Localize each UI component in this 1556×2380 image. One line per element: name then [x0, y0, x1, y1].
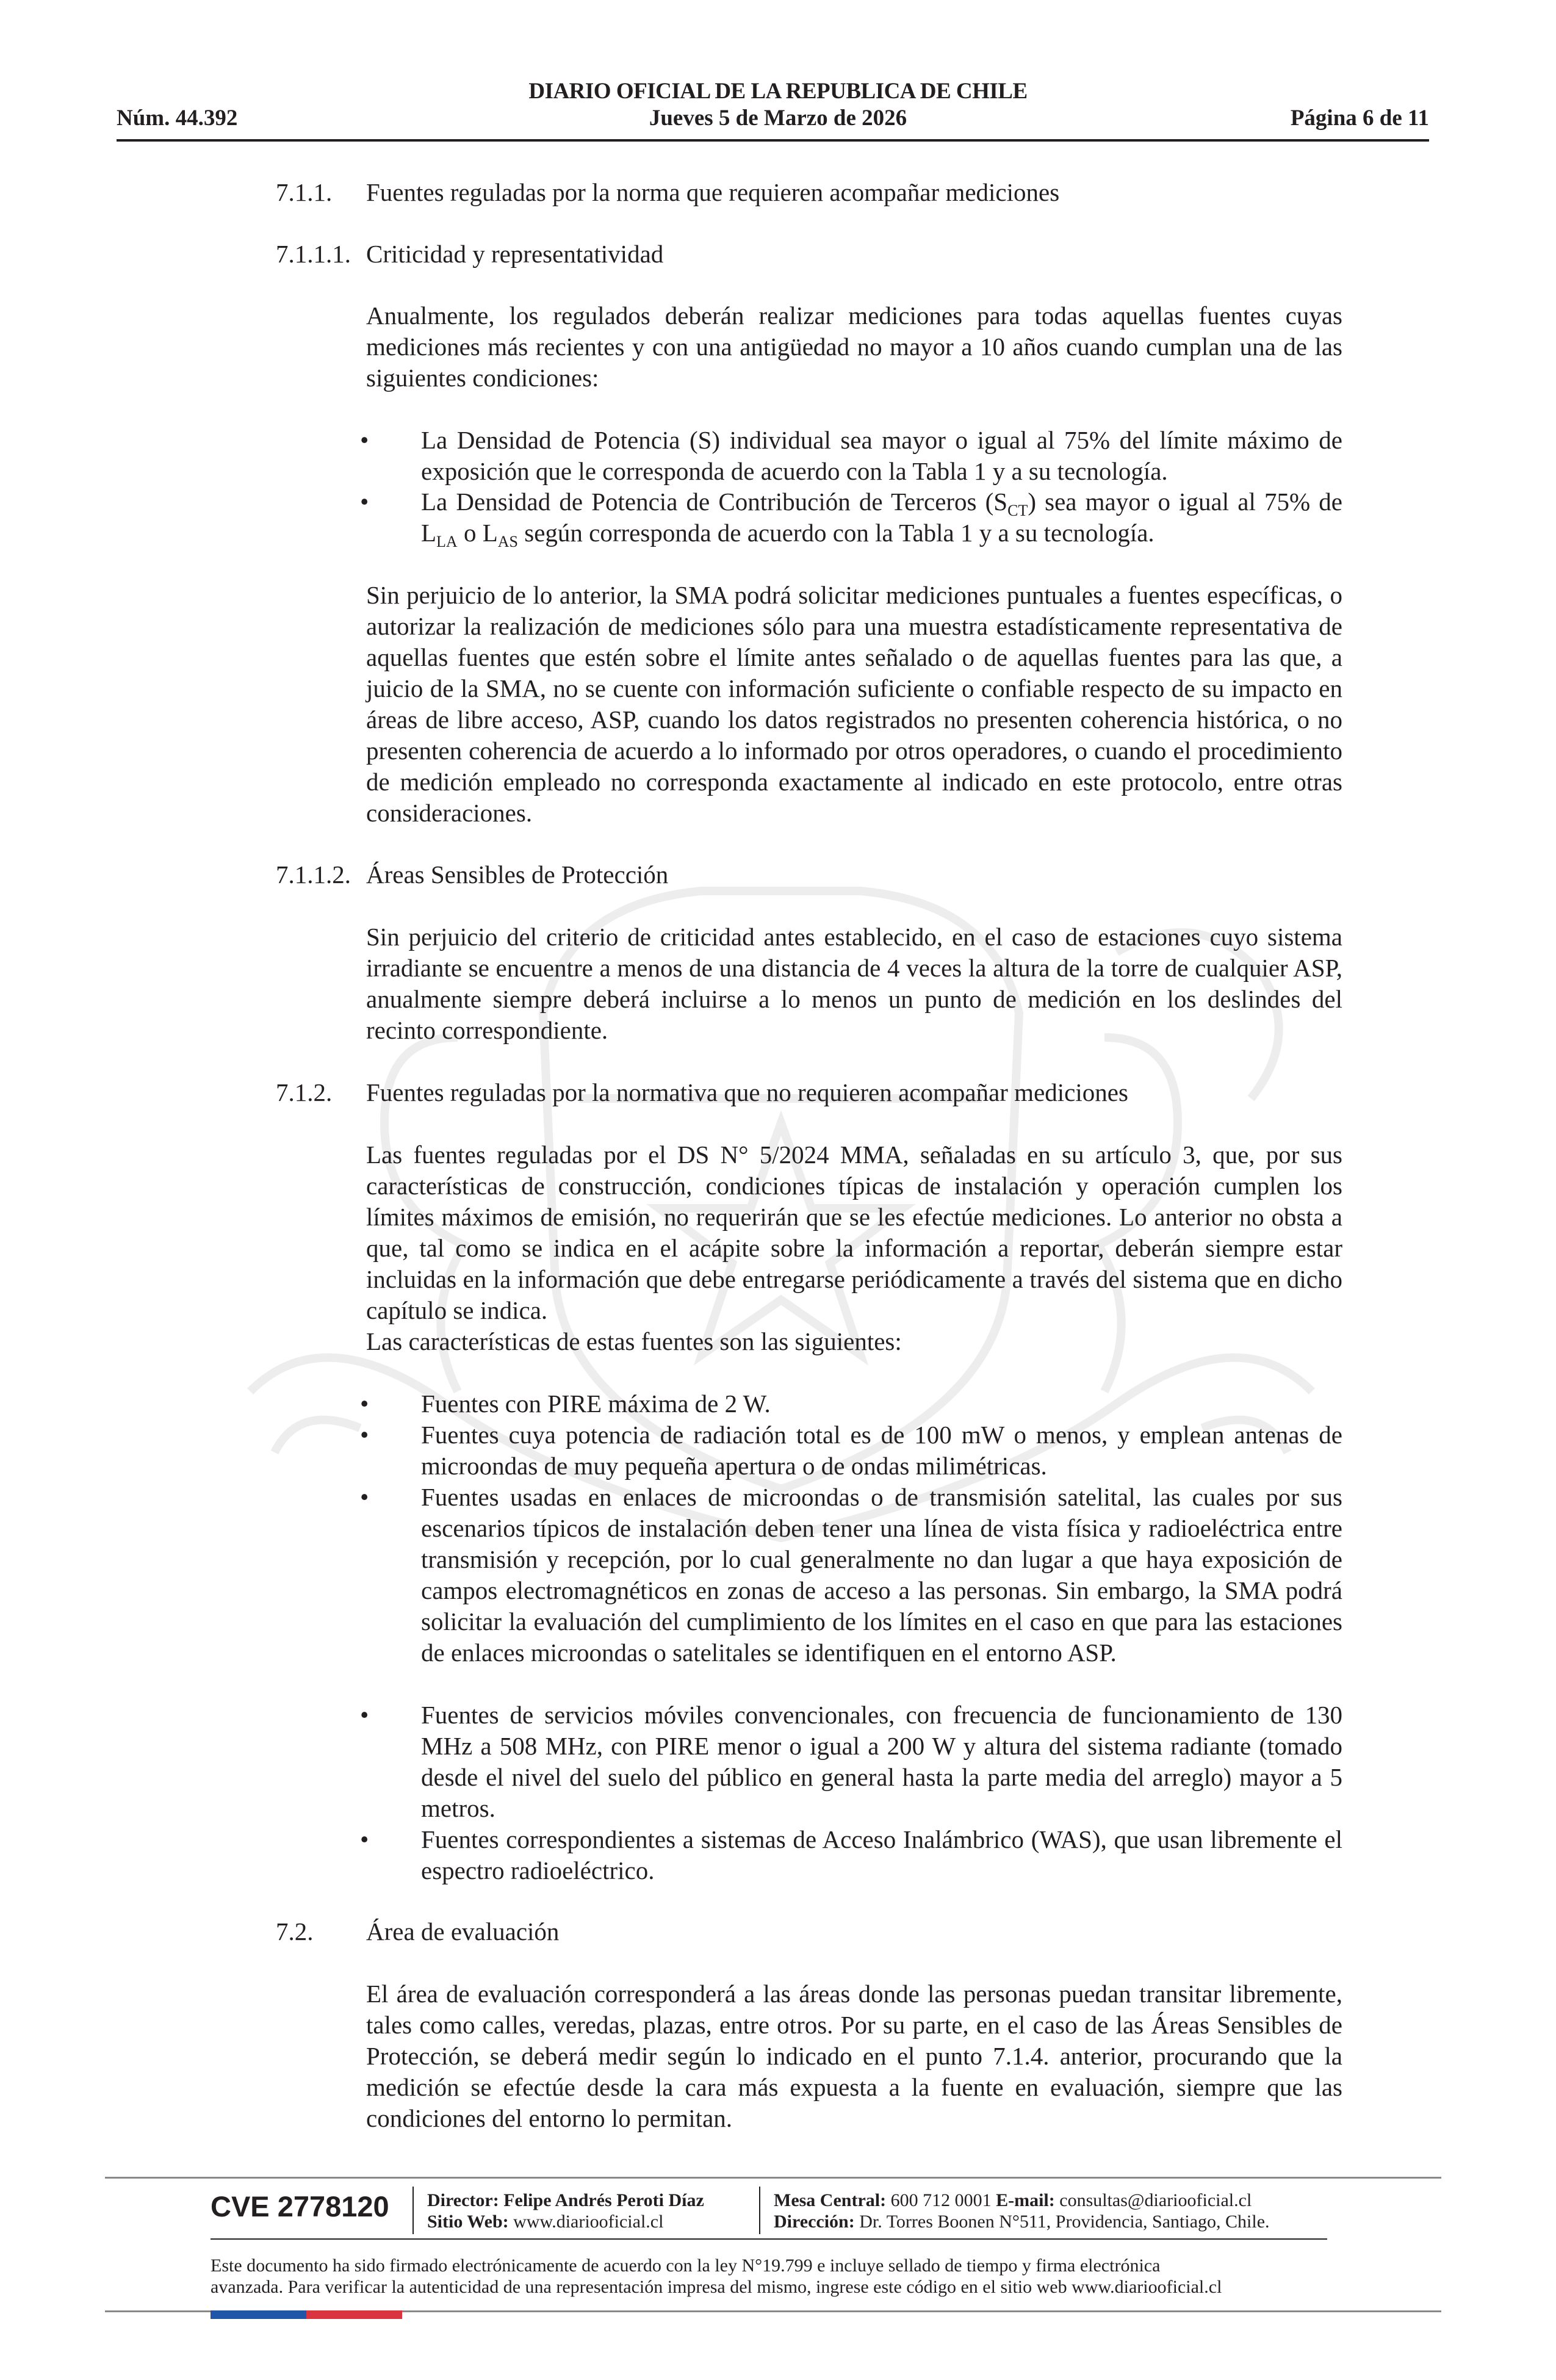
- issue-date: Jueves 5 de Marzo de 2026: [649, 106, 907, 131]
- list-item: La Densidad de Potencia de Contribución de Terceros $(S_{CT})$ sea mayor o igual al 75% de $L_{LA}$ o $L_{AS}$ según corresponda de acuerdo con la Tabla 1 y a su tecnología.: [421, 488, 1342, 550]
- cve-code: CVE 2778120: [211, 2190, 389, 2223]
- section-number: 7.1.2.: [276, 1078, 333, 1106]
- website-link[interactable]: www.diariooficial.cl: [513, 2212, 664, 2232]
- list-item: La Densidad de Potencia (S) individual sea mayor o igual al 75% del límite máximo de exposición que le corresponda de acuerdo con la Tabla 1 y a su tecnología.: [421, 426, 1342, 485]
- list-item: Fuentes usadas en enlaces de microondas o de transmisión satelital, las cuales por sus escenarios típicos de instalación deben tener una línea de vista física y radioeléctrica entre transmisión y recepción, por lo cual generalmente no dan lugar a que haya exposición de campos electromagnéticos en zonas de acceso a las personas. Sin embargo, la SMA podrá solicitar la evaluación del cumplimiento de los límites en el caso en que para las estaciones de enlaces microondas o satelitales se identifiquen en el entorno ASP.: [421, 1483, 1342, 1667]
- paragraph: Sin perjuicio de lo anterior, la SMA podrá solicitar mediciones puntuales a fuentes específicas, o autorizar la realización de mediciones sólo para una muestra estadísticamente representativa de aquellas fuentes que estén sobre el límite antes señalado o de aquellas fuentes para las que, a juicio de la SMA, no se cuente con información suficiente o confiable respecto de su impacto en áreas de libre acceso, ASP, cuando los datos registrados no presenten coherencia histórica, o no presenten coherencia de acuerdo a lo informado por otros operadores, o cuando el procedimiento de medición empleado no corresponda exactamente al indicado en este protocolo, entre otras consideraciones.: [366, 581, 1342, 827]
- flag-bar-blue: [211, 2310, 306, 2319]
- flag-bar-red: [306, 2310, 402, 2319]
- paragraph: Sin perjuicio del criterio de criticidad antes establecido, en el caso de estaciones cuyo sistema irradiante se encuentre a menos de una distancia de 4 veces la altura de la torre de cualquier ASP, anualmente siempre deberá incluirse a lo menos un punto de medición en los deslindes del recinto correspondiente.: [366, 923, 1342, 1044]
- section-heading: Criticidad y representatividad: [366, 240, 664, 268]
- paragraph: Las características de estas fuentes son las siguientes:: [366, 1327, 902, 1355]
- email-link[interactable]: consultas@diariooficial.cl: [1059, 2190, 1252, 2210]
- section-heading: Fuentes reguladas por la normativa que no requieren acompañar mediciones: [366, 1078, 1128, 1106]
- section-number: 7.2.: [276, 1917, 314, 1945]
- bullet: •: [360, 426, 369, 454]
- bullet: •: [360, 1421, 369, 1449]
- footer-address: Dirección: Dr. Torres Boonen N°511, Providencia, Santiago, Chile.: [774, 2212, 1270, 2232]
- signature-note: avanzada. Para verificar la autenticidad de una representación impresa del mismo, ingrese este código en el sitio web www.diariooficial.cl: [211, 2277, 1222, 2297]
- bullet: •: [360, 1701, 369, 1729]
- section-heading: Fuentes reguladas por la norma que requieren acompañar mediciones: [366, 178, 1060, 206]
- issue-number: Núm. 44.392: [117, 106, 238, 131]
- footer-rule: [211, 2238, 1327, 2240]
- header-rule: [117, 139, 1429, 142]
- section-number: 7.1.1.1.: [276, 240, 351, 268]
- section-number: 7.1.1.2.: [276, 860, 351, 889]
- footer-website: Sitio Web: www.diariooficial.cl: [427, 2212, 664, 2232]
- section-heading: Áreas Sensibles de Protección: [366, 860, 669, 889]
- footer-separator: [412, 2187, 414, 2234]
- bullet: •: [360, 1390, 369, 1418]
- list-item: Fuentes de servicios móviles convencionales, con frecuencia de funcionamiento de 130 MHz a 508 MHz, con PIRE menor o igual a 200 W y altura del sistema radiante (tomado desde el nivel del suelo del público en general hasta la parte media del arreglo) mayor a 5 metros.: [421, 1701, 1342, 1822]
- paragraph: Anualmente, los regulados deberán realizar mediciones para todas aquellas fuentes cuyas mediciones más recientes y con una antigüedad no mayor a 10 años cuando cumplan una de las siguientes condiciones:: [366, 301, 1342, 392]
- bullet: •: [360, 1483, 369, 1511]
- footer-contact: Mesa Central: 600 712 0001 E-mail: consultas@diariooficial.cl: [774, 2190, 1252, 2210]
- footer-rule: [105, 2177, 1441, 2179]
- paragraph: Las fuentes reguladas por el DS N° 5/2024 MMA, señaladas en su artículo 3, que, por sus características de construcción, condiciones típicas de instalación y operación cumplen los límites máximos de emisión, no requerirán que se les efectúe mediciones. Lo anterior no obsta a que, tal como se indica en el acápite sobre la información a reportar, deberán siempre estar incluidas en la información que debe entregarse periódicamente a través del sistema que en dicho capítulo se indica.: [366, 1141, 1342, 1324]
- list-item: Fuentes con PIRE máxima de 2 W.: [421, 1390, 771, 1418]
- section-heading: Área de evaluación: [366, 1917, 560, 1945]
- newspaper-title: DIARIO OFICIAL DE LA REPUBLICA DE CHILE: [528, 79, 1028, 104]
- bullet: •: [360, 1825, 369, 1853]
- signature-note: Este documento ha sido firmado electrónicamente de acuerdo con la ley N°19.799 e incluye sellado de tiempo y firma electrónica: [211, 2256, 1161, 2276]
- list-item: Fuentes correspondientes a sistemas de Acceso Inalámbrico (WAS), que usan libremente el espectro radioeléctrico.: [421, 1825, 1342, 1884]
- section-number: 7.1.1.: [276, 178, 333, 206]
- bullet: •: [360, 488, 369, 516]
- list-item: Fuentes cuya potencia de radiación total es de 100 mW o menos, y emplean antenas de microondas de muy pequeña apertura o de ondas milimétricas.: [421, 1421, 1342, 1480]
- page-number: Página 6 de 11: [1290, 106, 1429, 131]
- paragraph: El área de evaluación corresponderá a las áreas donde las personas puedan transitar libremente, tales como calles, veredas, plazas, entre otros. Por su parte, en el caso de las Áreas Sensibles de Protección, se deberá medir según lo indicado en el punto 7.1.4. anterior, procurando que la medición se efectúe desde la cara más expuesta a la fuente en evaluación, siempre que las condiciones del entorno lo permitan.: [366, 1980, 1342, 2132]
- footer-director: Director: Felipe Andrés Peroti Díaz: [427, 2190, 704, 2210]
- footer-separator: [759, 2187, 760, 2234]
